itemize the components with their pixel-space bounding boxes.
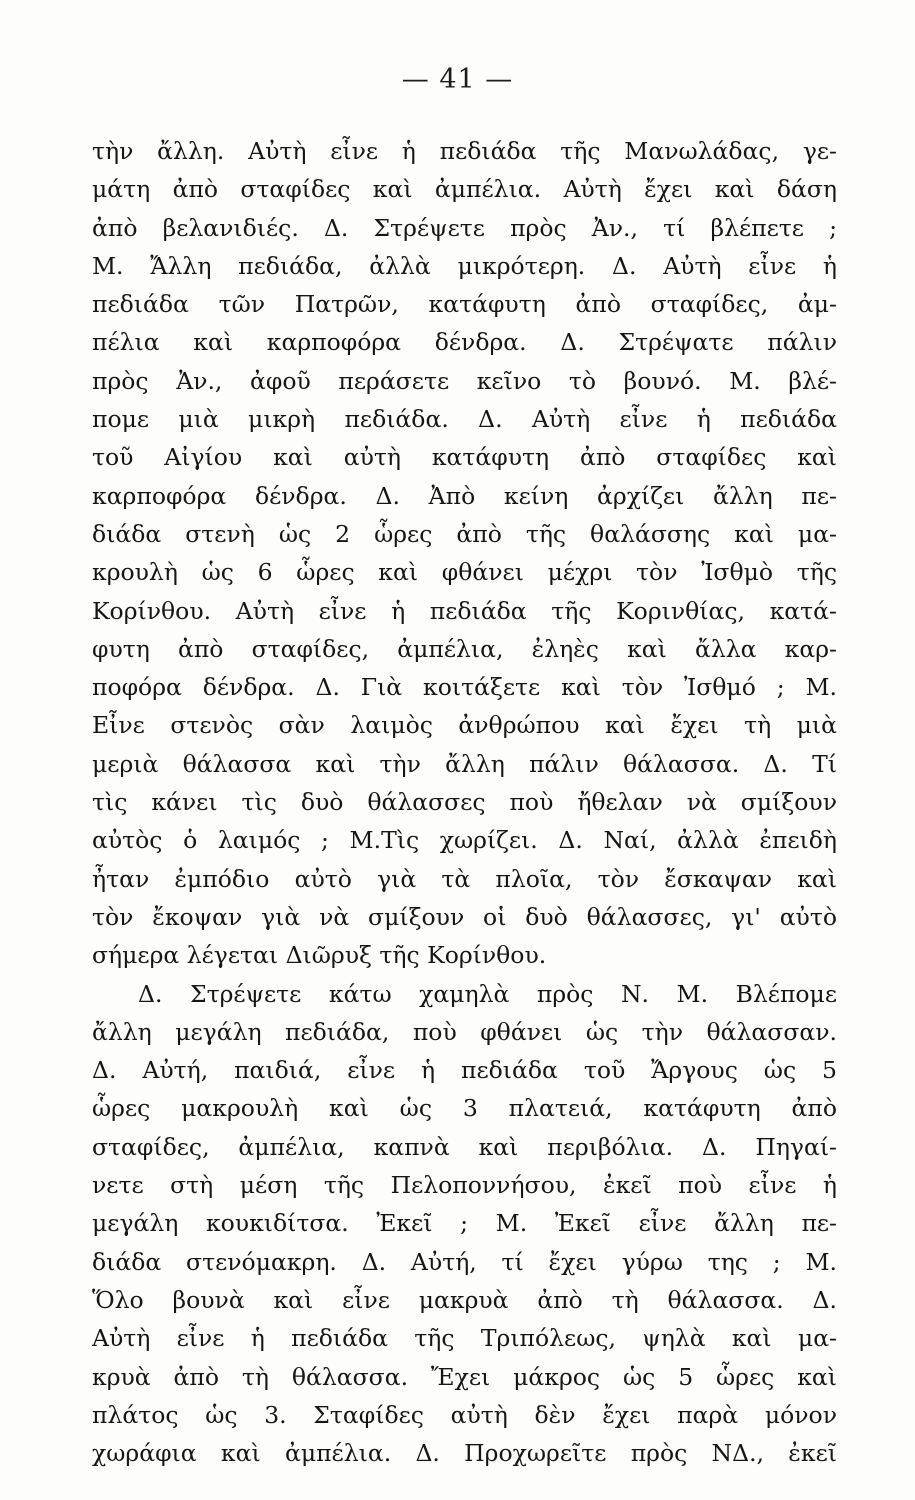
text-line: Αὐτὴ εἶνε ἡ πεδιάδα τῆς Τριπόλεως, ψηλὰ καὶ μα- xyxy=(92,1324,837,1353)
text-line: Δ. Στρέψετε κάτω χαμηλὰ πρὸς Ν. Μ. Βλέπομε xyxy=(138,979,837,1008)
text-line: ὧρες μακρουλὴ καὶ ὡς 3 πλατειά, κατάφυτη ἀπὸ xyxy=(92,1094,837,1123)
text-line: ἀπὸ βελανιδιές. Δ. Στρέψετε πρὸς Ἀν., τί βλέπετε ; xyxy=(92,213,837,242)
text-line: πομε μιὰ μικρὴ πεδιάδα. Δ. Αὐτὴ εἶνε ἡ πεδιάδα xyxy=(92,405,837,434)
text-line: πεδιάδα τῶν Πατρῶν, κατάφυτη ἀπὸ σταφίδες, ἀμ- xyxy=(92,290,837,319)
text-line: φυτη ἀπὸ σταφίδες, ἀμπέλια, ἐληὲς καὶ ἄλλα καρ- xyxy=(92,634,837,663)
text-line: πρὸς Ἀν., ἀφοῦ περάσετε κεῖνο τὸ βουνό. Μ. βλέ- xyxy=(92,366,837,395)
text-line: ἦταν ἐμπόδιο αὐτὸ γιὰ τὰ πλοῖα, τὸν ἔσκαψαν καὶ xyxy=(92,864,837,893)
text-line: μεριὰ θάλασσα καὶ τὴν ἄλλη πάλιν θάλασσα. Δ. Τί xyxy=(92,749,837,778)
text-line: Ὅλο βουνὰ καὶ εἶνε μακρυὰ ἀπὸ τὴ θάλασσα. Δ. xyxy=(92,1285,837,1314)
text-line: Μ. Ἄλλη πεδιάδα, ἀλλὰ μικρότερη. Δ. Αὐτὴ εἶνε ἡ xyxy=(92,251,837,280)
body-text xyxy=(92,132,837,1472)
text-line: Εἶνε στενὸς σὰν λαιμὸς ἀνθρώπου καὶ ἔχει τὴ μιὰ xyxy=(92,711,837,740)
text-line: χωράφια καὶ ἀμπέλια. Δ. Προχωρεῖτε πρὸς ΝΔ., ἐκεῖ xyxy=(92,1439,837,1468)
text-line: σήμερα λέγεται Διῶρυξ τῆς Κορίνθου. xyxy=(92,941,547,970)
text-line: τοῦ Αἰγίου καὶ αὐτὴ κατάφυτη ἀπὸ σταφίδες καὶ xyxy=(92,443,837,472)
text-line: Κορίνθου. Αὐτὴ εἶνε ἡ πεδιάδα τῆς Κορινθίας, κατά- xyxy=(92,596,837,625)
text-line: πλάτος ὡς 3. Σταφίδες αὐτὴ δὲν ἔχει παρὰ μόνον xyxy=(92,1400,837,1429)
page-number: — 41 — xyxy=(401,64,514,95)
text-line: νετε στὴ μέση τῆς Πελοποννήσου, ἐκεῖ ποὺ εἶνε ἡ xyxy=(92,1171,837,1200)
text-line: κρυὰ ἀπὸ τὴ θάλασσα. Ἔχει μάκρος ὡς 5 ὧρες καὶ xyxy=(92,1362,837,1391)
text-line: πέλια καὶ καρποφόρα δένδρα. Δ. Στρέψατε πάλιν xyxy=(92,328,837,357)
text-line: ποφόρα δένδρα. Δ. Γιὰ κοιτάξετε καὶ τὸν Ἰσθμό ; Μ. xyxy=(92,673,837,702)
text-line: Δ. Αὐτή, παιδιά, εἶνε ἡ πεδιάδα τοῦ Ἄργους ὡς 5 xyxy=(92,1056,837,1085)
text-line: ἄλλη μεγάλη πεδιάδα, ποὺ φθάνει ὡς τὴν θάλασσαν. xyxy=(92,1017,837,1046)
text-line: μεγάλη κουκιδίτσα. Ἐκεῖ ; Μ. Ἐκεῖ εἶνε ἄλλη πε- xyxy=(92,1209,837,1238)
text-line: τὴν ἄλλη. Αὐτὴ εἶνε ἡ πεδιάδα τῆς Μανωλάδας, γε- xyxy=(92,137,837,165)
text-line: σταφίδες, ἀμπέλια, καπνὰ καὶ περιβόλια. Δ. Πηγαί- xyxy=(92,1132,837,1161)
text-line: μάτη ἀπὸ σταφίδες καὶ ἀμπέλια. Αὐτὴ ἔχει καὶ δάση xyxy=(92,175,837,204)
text-line: αὐτὸς ὁ λαιμός ; Μ.Τὶς χωρίζει. Δ. Ναί, ἀλλὰ ἐπειδὴ xyxy=(92,826,837,855)
text-line: καρποφόρα δένδρα. Δ. Ἀπὸ κείνη ἀρχίζει ἄλλη πε- xyxy=(92,481,837,510)
text-line: τὶς κάνει τὶς δυὸ θάλασσες ποὺ ἤθελαν νὰ σμίξουν xyxy=(92,788,837,817)
text-line: διάδα στενὴ ὡς 2 ὧρες ἀπὸ τῆς θαλάσσης καὶ μα- xyxy=(92,519,837,548)
text-line: διάδα στενόμακρη. Δ. Αὐτή, τί ἔχει γύρω της ; Μ. xyxy=(92,1247,837,1276)
text-line: τὸν ἔκοψαν γιὰ νὰ σμίξουν οἱ δυὸ θάλασσες, γι' αὐτὸ xyxy=(92,902,837,931)
text-line: κρουλὴ ὡς 6 ὧρες καὶ φθάνει μέχρι τὸν Ἰσθμὸ τῆς xyxy=(92,558,837,587)
